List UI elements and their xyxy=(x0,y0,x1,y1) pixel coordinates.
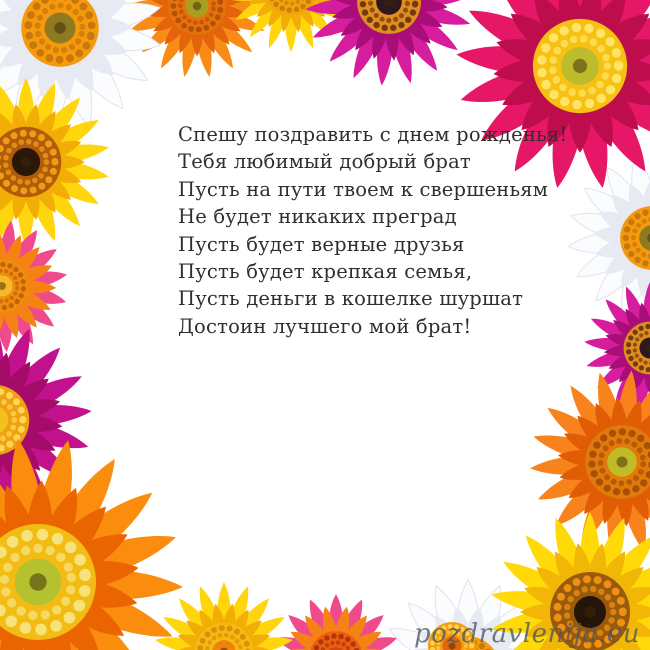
poem-line: Пусть будет верные друзья xyxy=(178,232,465,256)
poem-line: Пусть будет крепкая семья, xyxy=(178,260,473,284)
poem-line: Достоин лучшего мой брат! xyxy=(178,314,472,338)
poem-line: Пусть на пути твоем к свершеньям xyxy=(178,177,549,201)
poem-line: Не будет никаких преград xyxy=(178,205,457,229)
poem-text xyxy=(178,121,578,340)
poem-line: Пусть деньги в кошелке шуршат xyxy=(178,287,524,311)
flower-orange-pink-bottom xyxy=(272,594,401,650)
watermark-text: pozdravlenija.eu xyxy=(414,619,640,649)
poem-line: Тебя любимый добрый брат xyxy=(178,150,471,174)
flower-magenta-right xyxy=(584,282,650,414)
poem-line: Спешу поздравить с днем рожденья! xyxy=(178,123,568,146)
flower-orange-pink-left xyxy=(0,211,77,360)
flower-yellow-bottom xyxy=(154,582,294,650)
